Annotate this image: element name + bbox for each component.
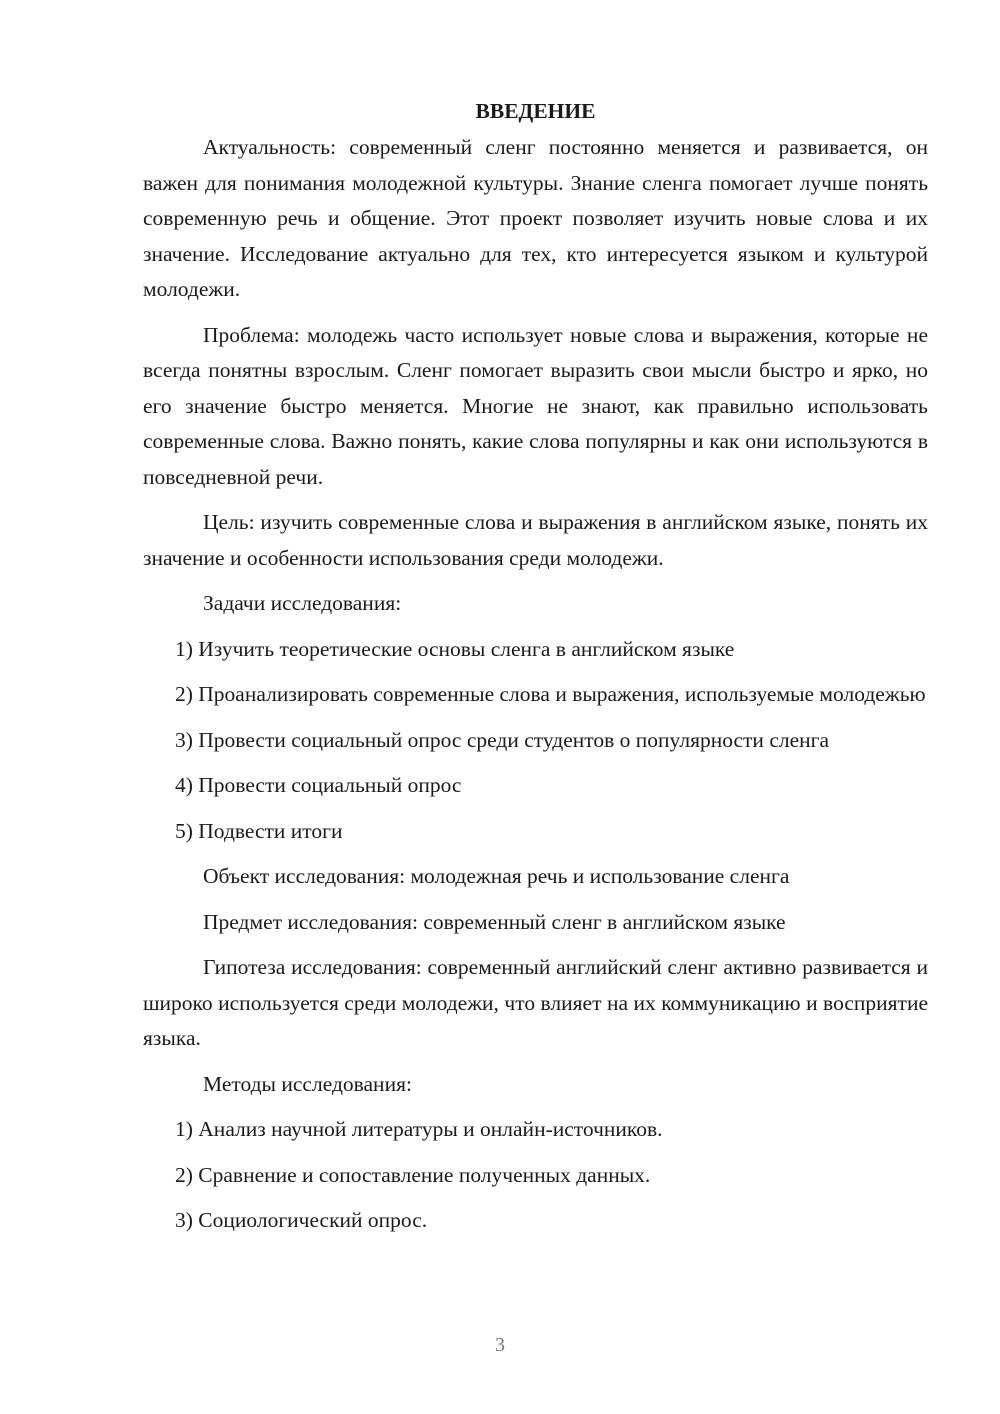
task-item: 2) Проанализировать современные слова и выражения, используемые молодежью xyxy=(175,682,926,706)
tasks-heading: Задачи исследования: xyxy=(203,591,402,615)
goal-paragraph: Цель: изучить современные слова и выражения в английском языке, понять их значение и особенности использования среди молодежи. xyxy=(143,510,928,570)
method-item: 3) Социологический опрос. xyxy=(175,1208,428,1232)
relevance-paragraph: Актуальность: современный сленг постоянно меняется и развивается, он важен для понимания молодежной культуры. Знание сленга помогает лучше понять современную речь и общение. Этот проект позволяет изучить новые слова и их значение. Исследование актуально для тех, кто интересуется языком и культурой молодежи. xyxy=(143,135,928,301)
document-page xyxy=(143,96,928,1249)
task-item: 1) Изучить теоретические основы сленга в английском языке xyxy=(175,636,735,661)
object-paragraph: Объект исследования: молодежная речь и использование сленга xyxy=(203,864,790,888)
page-number: 3 xyxy=(495,1334,505,1356)
subject-paragraph: Предмет исследования: современный сленг в английском языке xyxy=(203,909,786,934)
section-title: ВВЕДЕНИЕ xyxy=(475,99,596,123)
task-item: 3) Провести социальный опрос среди студентов о популярности сленга xyxy=(175,727,829,752)
hypothesis-paragraph: Гипотеза исследования: современный английский сленг активно развивается и широко используется среди молодежи, что влияет на их коммуникацию и восприятие языка. xyxy=(143,955,928,1050)
method-item: 2) Сравнение и сопоставление полученных данных. xyxy=(175,1162,651,1187)
problem-paragraph: Проблема: молодежь часто использует новые слова и выражения, которые не всегда понятны взрослым. Сленг помогает выразить свои мысли быстро и ярко, но его значение быстро меняется. Многие не знают, как правильно использовать современные слова. Важно понять, какие слова популярны и как они используются в повседневной речи. xyxy=(143,322,928,489)
task-item: 5) Подвести итоги xyxy=(175,818,343,843)
methods-heading: Методы исследования: xyxy=(203,1071,412,1096)
task-item: 4) Провести социальный опрос xyxy=(175,773,462,797)
method-item: 1) Анализ научной литературы и онлайн-источников. xyxy=(175,1117,663,1141)
